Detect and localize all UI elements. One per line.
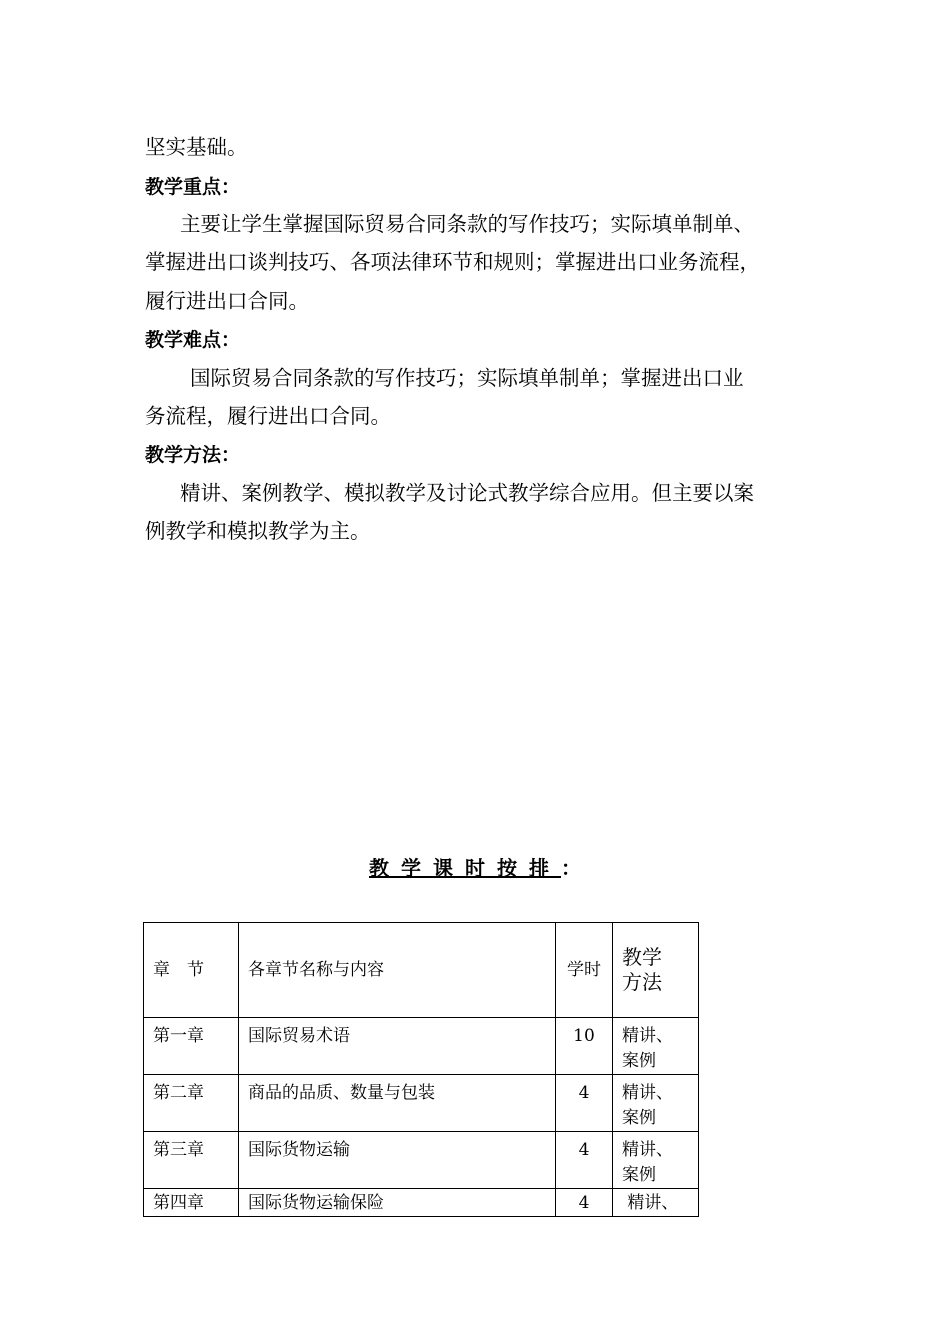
- difficulty-text: 务流程，履行进出口合同。: [145, 404, 391, 428]
- difficulty-heading: 教学难点：: [145, 329, 241, 351]
- method-cell: [613, 1018, 699, 1075]
- method-line: 案例: [622, 1051, 656, 1071]
- body-line: 坚实基础。: [145, 135, 248, 159]
- difficulty-text: 国际贸易合同条款的写作技巧；实际填单制单；掌握进出口业: [190, 366, 744, 390]
- chapter-cell: 第四章: [144, 1189, 239, 1217]
- method-cell: [613, 1075, 699, 1132]
- schedule-title-colon: ：: [561, 856, 581, 880]
- method-line: 精讲、: [622, 1140, 673, 1160]
- chapter-cell: 第一章: [144, 1018, 239, 1075]
- content-cell: 国际货物运输: [239, 1132, 556, 1189]
- method-heading: 教学方法：: [145, 444, 241, 466]
- method-line: 案例: [622, 1108, 656, 1128]
- table-row: [144, 1075, 699, 1132]
- content-cell: 国际货物运输保险: [239, 1189, 556, 1217]
- content-cell: 国际贸易术语: [239, 1018, 556, 1075]
- hours-cell: 4: [556, 1075, 613, 1132]
- chapter-cell: 第二章: [144, 1075, 239, 1132]
- table-row: [144, 1018, 699, 1075]
- header-hours: 学时: [556, 923, 613, 1018]
- method-line: 精讲、: [622, 1026, 673, 1046]
- table-row: [144, 1132, 699, 1189]
- header-method: [613, 923, 699, 1018]
- schedule-title-text: 教学课时按排: [369, 856, 561, 880]
- header-method-line1: 教学: [622, 945, 662, 969]
- method-cell: 精讲、: [613, 1189, 699, 1217]
- focus-text: 主要让学生掌握国际贸易合同条款的写作技巧；实际填单制单、: [180, 212, 754, 236]
- method-text: 精讲、案例教学、模拟教学及讨论式教学综合应用。但主要以案: [180, 481, 754, 505]
- hours-cell: 10: [556, 1018, 613, 1075]
- content-cell: 商品的品质、数量与包装: [239, 1075, 556, 1132]
- focus-text: 掌握进出口谈判技巧、各项法律环节和规则；掌握进出口业务流程，: [145, 250, 760, 274]
- hours-cell: 4: [556, 1132, 613, 1189]
- method-cell: [613, 1132, 699, 1189]
- focus-heading: 教学重点：: [145, 176, 241, 198]
- table-row: [144, 1189, 699, 1217]
- schedule-title: [0, 852, 950, 881]
- table-header-row: [144, 923, 699, 1018]
- schedule-table: [143, 922, 699, 1217]
- method-text: 例教学和模拟教学为主。: [145, 519, 371, 543]
- method-line: 案例: [622, 1165, 656, 1185]
- hours-cell: 4: [556, 1189, 613, 1217]
- header-content: 各章节名称与内容: [239, 923, 556, 1018]
- method-line: 精讲、: [622, 1083, 673, 1103]
- chapter-cell: 第三章: [144, 1132, 239, 1189]
- header-chapter: 章 节: [144, 923, 239, 1018]
- header-method-line2: 方法: [622, 970, 662, 994]
- focus-text: 履行进出口合同。: [145, 289, 309, 313]
